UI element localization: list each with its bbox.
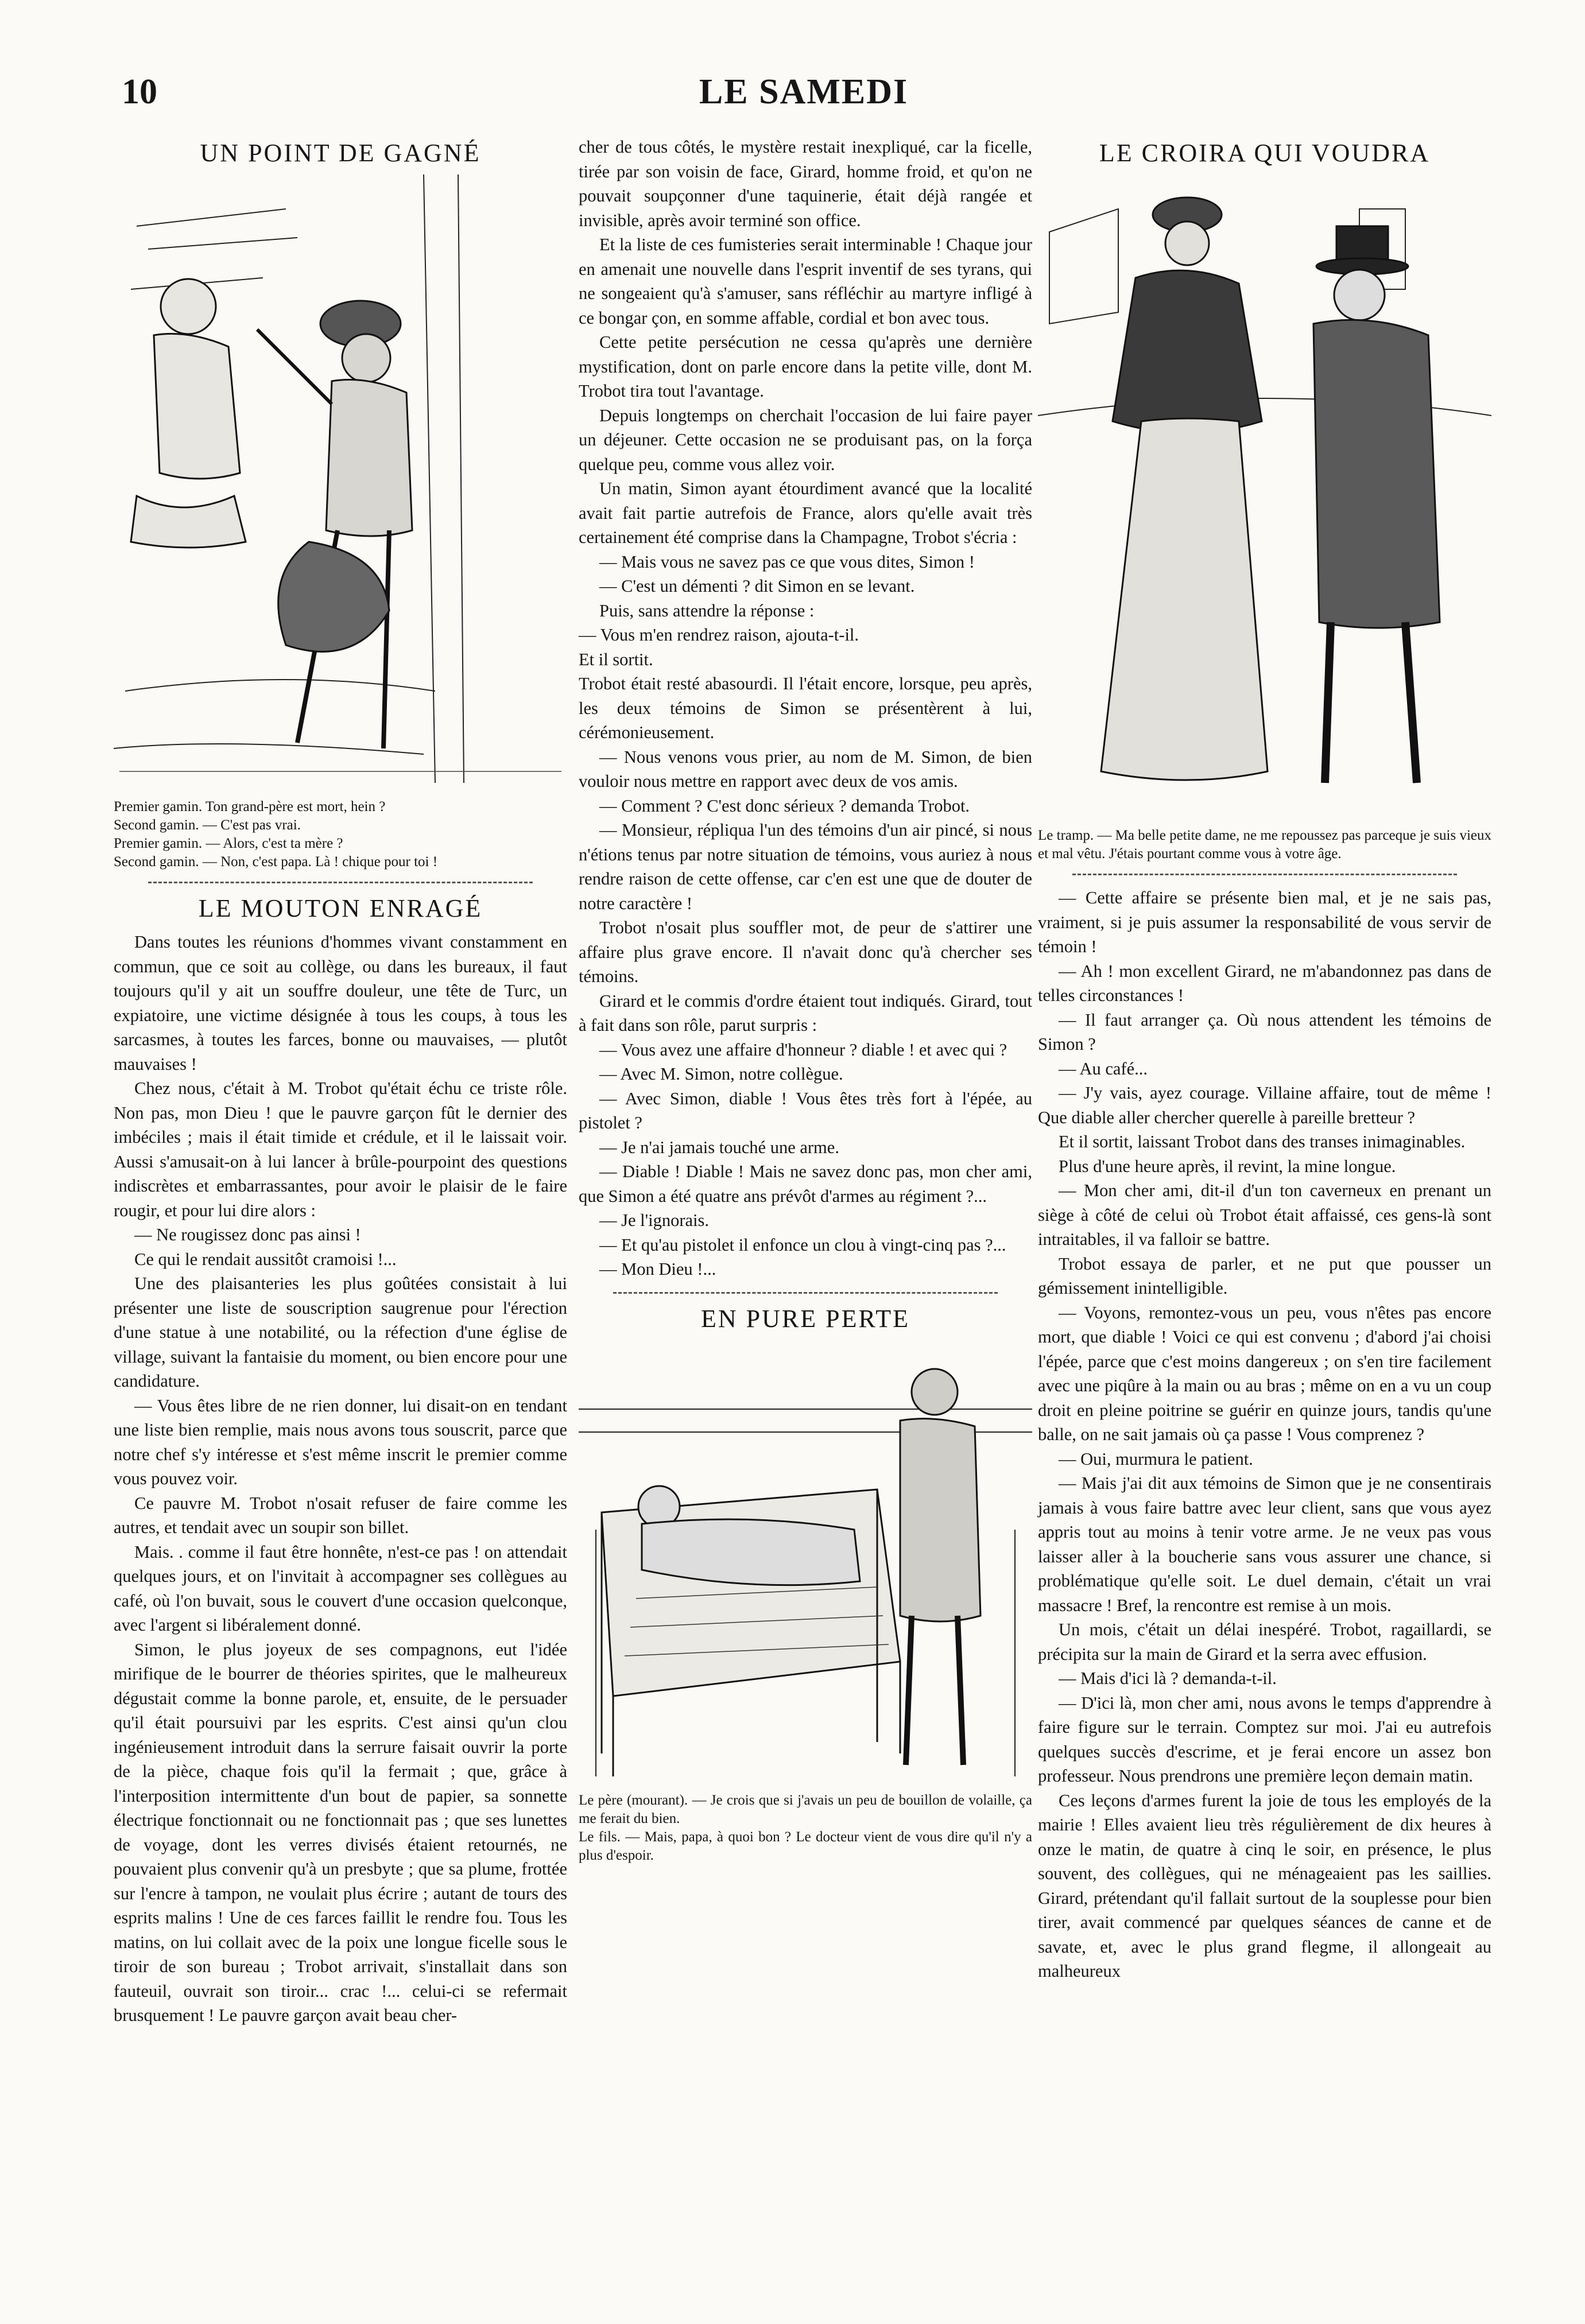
paragraph: Trobot essaya de parler, et ne put que pousser un gémissement inintelligible. xyxy=(1038,1254,1491,1298)
paragraph: Et la liste de ces fumisteries serait interminable ! Chaque jour en amenait une nouvelle dans l'esprit inventif de ses tyrans, qui ne songeaient qu'à s'amuser, sans réfléchir au martyre infligé à ce bongar çon, en somme affable, cordial et bon avec tous. xyxy=(579,235,1032,328)
paragraph: — Vous m'en rendrez raison, ajouta-t-il. xyxy=(579,625,859,645)
paragraph: Trobot était resté abasourdi. Il l'était encore, lorsque, peu après, les deux témoins de Simon se présentèrent à lui, cérémonieusement. xyxy=(579,674,1032,742)
paragraph: Plus d'une heure après, il revint, la mine longue. xyxy=(1059,1156,1396,1176)
paragraph: — Mon Dieu !... xyxy=(599,1259,716,1279)
paragraph: — Et qu'au pistolet il enfonce un clou à vingt-cinq pas ?... xyxy=(599,1235,1006,1255)
caption-line: Premier gamin. Ton grand-père est mort, hein ? xyxy=(114,799,386,814)
paragraph: — Oui, murmura le patient. xyxy=(1059,1449,1253,1469)
caption-en-pure-perte xyxy=(579,1791,1032,1865)
column-2 xyxy=(579,135,1032,1865)
paragraph: Cette petite persécution ne cessa qu'après une dernière mystification, dont on parle encore dans la petite ville, dont M. Trobot tira tout l'avantage. xyxy=(579,332,1032,401)
article-title-un-point-de-gagne: UN POINT DE GAGNÉ xyxy=(200,139,481,167)
paragraph: Un matin, Simon ayant étourdiment avancé que la localité avait fait partie autrefois de France, alors qu'elle avait très certainement été comprise dans la Champagne, Trobot s'écria : xyxy=(579,479,1032,547)
paragraph: — Comment ? C'est donc sérieux ? demanda Trobot. xyxy=(599,796,970,816)
article-title-en-pure-perte: EN PURE PERTE xyxy=(701,1304,910,1333)
paragraph: — Je n'ai jamais touché une arme. xyxy=(599,1137,839,1157)
masthead: LE SAMEDI xyxy=(699,72,909,111)
paragraph: — Il faut arranger ça. Où nous attendent les témoins de Simon ? xyxy=(1038,1010,1491,1054)
paragraph: — Mais vous ne savez pas ce que vous dites, Simon ! xyxy=(599,552,975,572)
caption-line: Premier gamin. — Alors, c'est ta mère ? xyxy=(114,836,343,851)
paragraph: — Mon cher ami, dit-il d'un ton caverneux en prenant un siège à côté de celui où Trobot était affaissé, ces gens-là sont intraitables, il va falloir se battre. xyxy=(1038,1181,1491,1249)
column-3 xyxy=(1038,135,1491,1984)
paragraph: Girard et le commis d'ordre étaient tout indiqués. Girard, tout à fait dans son rôle, parut surpris : xyxy=(579,991,1032,1035)
paragraph: — Cette affaire se présente bien mal, et je ne sais pas, vraiment, si je puis assumer la responsabilité de vous servir de témoin ! xyxy=(1038,888,1491,956)
paragraph: Trobot n'osait plus souffler mot, de peur de s'attirer une affaire plus grave encore. Il n'avait donc qu'à chercher ses témoins. xyxy=(579,918,1032,986)
caption-line: Second gamin. — C'est pas vrai. xyxy=(114,817,301,833)
caption-line: Le fils. — Mais, papa, à quoi bon ? Le docteur vient de vous dire qu'il n'y a plus d'espoir. xyxy=(579,1829,1032,1863)
paragraph: Simon, le plus joyeux de ses compagnons, eut l'idée mirifique de le bourrer de théories spirites, que le malheureux dégustait comme la bonne parole, et, ensuite, de le persuader qu'il était poursuivi par les esprits. C'est ainsi qu'un clou ingénieusement introduit dans la serrure faisait ouvrir la porte de la pièce, chaque fois qu'il la fermait ; que, grâce à l'interposition intermittente d'un bout de papier, sa sonnette électrique fonctionnait ou ne fonctionnait pas ; que ses lunettes de voyage, dont les verres divisés étaient retournés, ne pouvaient plus convenir qu'à un presbyte ; que sa plume, frottée sur l'encre à tampon, ne voulait plus écrire ; autant de tours des esprits malins ! Une de ces farces faillit le rendre fou. Tous les matins, on lui collait avec de la poix une longue ficelle sous le tiroir de son bureau ; Trobot arrivait, s'installait dans son fauteuil, ouvrait son tiroir... crac !... celui-ci se refermait brusquement ! Le pauvre garçon avait beau cher- xyxy=(114,1639,567,2025)
paragraph: — Au café... xyxy=(1059,1058,1148,1078)
paragraph: — Diable ! Diable ! Mais ne savez donc pas, mon cher ami, que Simon a été quatre ans prévôt d'armes au régiment ?... xyxy=(579,1162,1032,1206)
paragraph: Dans toutes les réunions d'hommes vivant constamment en commun, que ce soit au collège, ou dans les bureaux, il faut toujours qu'il y ait un souffre douleur, une tête de Turc, un expiatoire, une victime désignée à tous les coups, à tous les sarcasmes, à toutes les farces, bonne ou mauvaises, — plutôt mauvaises ! xyxy=(114,932,567,1074)
caption-un-point-de-gagne xyxy=(114,798,567,871)
paragraph: — Ah ! mon excellent Girard, ne m'abandonnez pas dans de telles circonstances ! xyxy=(1038,961,1491,1005)
paragraph: Ces leçons d'armes furent la joie de tous les employés de la mairie ! Elles avaient lieu très régulièrement de dix heures à onze le matin, de quatre à cinq le soir, en présence, le plus souvent, des collègues, qui ne ménageaient pas les saillies. Girard, prétendant qu'il fallait surtout de la souplesse pour bien tirer, avait commencé par quelques séances de canne et de savate, et, avec le plus grand flegme, il allongeait au malheureux xyxy=(1038,1790,1491,1981)
paragraph: Et il sortit, laissant Trobot dans des transes inimaginables. xyxy=(1059,1132,1466,1151)
paragraph: Mais. . comme il faut être honnête, n'est-ce pas ! on attendait quelques jours, et on l'invitait à accompagner ses collègues au café, où l'on buvait, sous le couvert d'une occasion quelconque, avec l'argent si libéralement donné. xyxy=(114,1542,567,1635)
separator-rule xyxy=(1072,874,1457,875)
paragraph: Un mois, c'était un délai inespéré. Trobot, ragaillardi, se précipita sur la main de Girard et la serra avec effusion. xyxy=(1038,1620,1491,1664)
illustration-two-boys xyxy=(114,174,567,794)
paragraph: — Monsieur, répliqua l'un des témoins d'un air pincé, si nous n'étions tenus par notre situation de témoins, vous auriez à nous rendre raison de cette offense, car c'en est une que de douter de notre caractère ! xyxy=(579,820,1032,913)
paragraph: — Vous êtes libre de ne rien donner, lui disait-on en tendant une liste bien remplie, mais nous avons tous souscrit, parce que notre chef s'y intéresse et s'est même inscrit le premier comme vous pouvez voir. xyxy=(114,1395,567,1488)
paragraph: Depuis longtemps on cherchait l'occasion de lui faire payer un déjeuner. Cette occasion ne se produisant pas, on la força quelque peu, comme vous allez voir. xyxy=(579,405,1032,474)
illustration-lady-and-tramp xyxy=(1038,174,1491,823)
paragraph: Et il sortit. xyxy=(579,649,653,669)
paragraph: — Vous avez une affaire d'honneur ? diable ! et avec qui ? xyxy=(599,1039,1007,1060)
paragraph: — C'est un démenti ? dit Simon en se levant. xyxy=(599,576,915,596)
paragraph: — Avec M. Simon, notre collègue. xyxy=(599,1064,843,1084)
paragraph: — Ne rougissez donc pas ainsi ! xyxy=(134,1225,361,1244)
paragraph: Ce qui le rendait aussitôt cramoisi !... xyxy=(134,1249,397,1269)
paragraph: Ce pauvre M. Trobot n'osait refuser de faire comme les autres, et tendait avec un soupir son billet. xyxy=(114,1493,567,1537)
caption-le-croira-qui-voudra: Le tramp. — Ma belle petite dame, ne me repoussez pas parceque je suis vieux et mal vêtu. J'étais pourtant comme vous à votre âge. xyxy=(1038,828,1491,862)
paragraph: Puis, sans attendre la réponse : xyxy=(599,600,815,620)
separator-rule xyxy=(613,1292,998,1294)
page-header xyxy=(115,72,1493,126)
article-title-le-croira-qui-voudra: LE CROIRA QUI VOUDRA xyxy=(1099,139,1431,167)
paragraph: — J'y vais, ayez courage. Villaine affaire, tout de même ! Que diable aller chercher querelle à pareille bretteur ? xyxy=(1038,1083,1491,1127)
paragraph: — D'ici là, mon cher ami, nous avons le temps d'apprendre à faire figure sur le terrain. Comptez sur moi. J'ai eu autrefois quelques succès d'escrime, et je ferai encore un assez bon professeur. Nous prendrons une première leçon demain matin. xyxy=(1038,1693,1491,1786)
paragraph: — Nous venons vous prier, au nom de M. Simon, de bien vouloir nous mettre en rapport avec deux de vos amis. xyxy=(579,747,1032,791)
paragraph: cher de tous côtés, le mystère restait inexpliqué, car la ficelle, tirée par son voisin de face, Girard, homme froid, et qu'on ne pouvait soupçonner d'une taquinerie, était déjà rangée et invisible, après avoir terminé son office. xyxy=(579,137,1032,230)
caption-line: Le père (mourant). — Je crois que si j'avais un peu de bouillon de volaille, ça me ferait du bien. xyxy=(579,1792,1032,1826)
paragraph: — Voyons, remontez-vous un peu, vous n'êtes pas encore mort, que diable ! Voici ce qui est convenu ; d'abord j'ai choisi l'épée, parce que c'est moins dangereux ; on s'en tire facilement avec une piqûre à la main ou au bras ; même on en a vu un coup droit en pleine poitrine se guérir en quinze jours, tandis qu'une balle, on ne sait jamais où ça passe ! Vous comprenez ? xyxy=(1038,1302,1491,1444)
separator-rule xyxy=(148,882,533,883)
paragraph: Chez nous, c'était à M. Trobot qu'était échu ce triste rôle. Non pas, mon Dieu ! que le pauvre garçon fût le dernier des imbéciles ; mais il était timide et crédule, et il le laissait voir. Aussi s'amusait-on à lui lancer à brûle-pourpoint des questions indiscrètes et embarrassantes, pour avoir le plaisir de le faire rougir, et pour lui dire alors : xyxy=(114,1078,567,1220)
paragraph: — Mais d'ici là ? demanda-t-il. xyxy=(1059,1669,1277,1688)
column-1 xyxy=(114,135,567,2028)
caption-line: Second gamin. — Non, c'est papa. Là ! chique pour toi ! xyxy=(114,854,438,870)
paragraph: — Je l'ignorais. xyxy=(599,1211,710,1230)
page-number: 10 xyxy=(122,72,157,111)
paragraph: Une des plaisanteries les plus goûtées consistait à lui présenter une liste de souscription saugrenue pour l'érection d'une statue à une notabilité, ou la réfection d'une église de village, suivant la fantaisie du moment, ou bien encore pour une candidature. xyxy=(114,1274,567,1391)
paragraph: — Mais j'ai dit aux témoins de Simon que je ne consentirais jamais à vous faire battre avec leur client, sans que vous ayez appris tout au moins à tenir votre arme. Je ne veux pas vous laisser aller à la boucherie sans vous assurer une chance, si problématique qu'elle soit. Le duel demain, c'était un vrai massacre ! Bref, la rencontre est remise à un mois. xyxy=(1038,1473,1491,1615)
paragraph: — Avec Simon, diable ! Vous êtes très fort à l'épée, au pistolet ? xyxy=(579,1088,1032,1132)
article-title-le-mouton-enrage: LE MOUTON ENRAGÉ xyxy=(198,894,483,922)
illustration-deathbed xyxy=(579,1340,1032,1788)
